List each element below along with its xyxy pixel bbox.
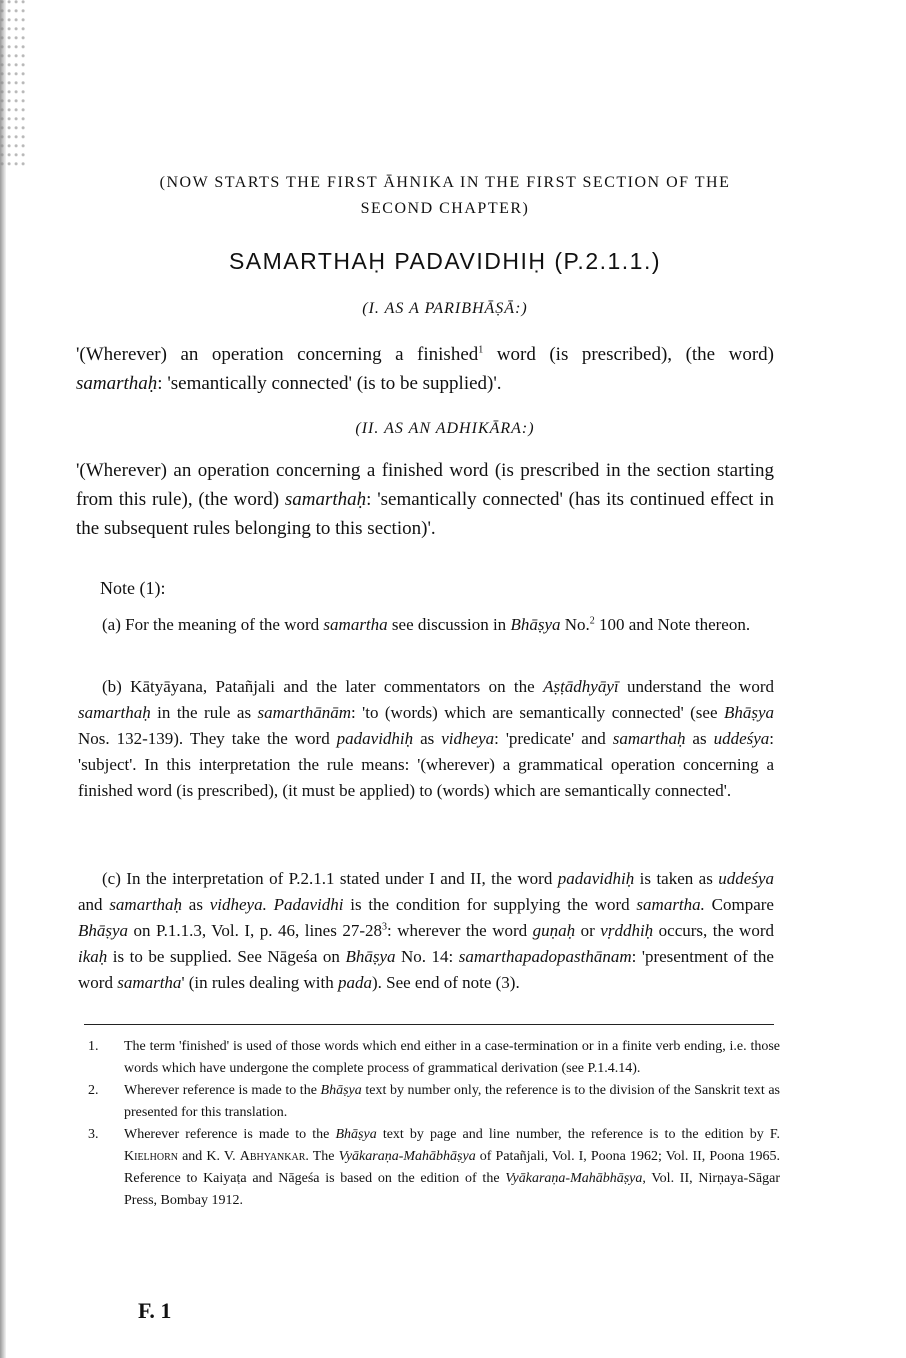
section-heading-line1: (NOW STARTS THE FIRST ĀHNIKA IN THE FIRST SECTION OF THE [159,174,731,191]
footnote-2 [88,1080,780,1124]
sutra-title: SAMARTHAḤ PADAVIDHIḤ (P.2.1.1.) [228,248,662,274]
footnote-text: Wherever reference is made to the Bhāṣya text by page and line number, the reference is to the edition by F. Kielhorn and K. V. Abhyankar. The Vyākaraṇa-Mahābhāṣya of Patañjali, Vol. I, Poona 1962; Vol. II, Poona 1965. Reference to Kaiyaṭa and Nāgeśa is based on the edition of the Vyākaraṇa-Mahābhāṣya, Vol. II, Nirṇaya-Sāgar Press, Bombay 1912. [124,1127,781,1208]
note-item-a: (a) For the meaning of the word samartha see discussion in Bhāṣya No.$^2$ 100 and Note thereon. [102,615,751,634]
note-item-c: (c) In the interpretation of P.2.1.1 stated under I and II, the word padavidhiḥ is taken as uddeśya and samarthaḥ as vidheya. Padavidhi is the condition for supplying the word samartha. Compare Bhāṣya on P.1.1.3, Vol. I, p. 46, lines $27-28^3$: wherever the word guṇaḥ or vṛddhiḥ occurs, the word ikaḥ is to be supplied. See Nāgeśa on Bhāṣya No. 14: samarthapadopasthānam: 'presentment of the word samartha' (in rules dealing with pada). See end of note (3). [78,869,774,992]
footnote-ref-2: 2 [589,615,595,627]
note-item-b: (b) Kātyāyana, Patañjali and the later commentators on the Aṣṭādhyāyī understand the word samarthaḥ in the rule as samarthānām: 'to (words) which are semantically connected' (see Bhāṣya Nos. 132-139). They take the word padavidhiḥ as vidheya: 'predicate' and samarthaḥ as uddeśya: 'subject'. In this interpretation the rule means: '(wherever) a grammatical operation concerning a finished word (is prescribed), (it must be applied) to (words) which are semantically connected'. [78,677,775,800]
paragraph-adhikara: '(Wherever) an operation concerning a finished word (is prescribed in the section starting from this rule), (the word) samarthaḥ: 'semantically connected' (has its continued effect in the subsequent rules belonging to this section)'. [76,460,774,539]
paragraph-paribhasa: '(Wherever) an operation concerning a finished$^1$ word (is prescribed), (the word) samarthaḥ: 'semantically connected' (is to be supplied)'. [76,344,774,394]
section-heading [60,170,830,222]
footnote-1 [88,1036,780,1080]
section-heading-line2: SECOND CHAPTER) [360,200,530,217]
scan-speckle [0,0,26,170]
footnote-ref-3: 3 [382,921,387,933]
scan-edge [0,0,6,1358]
footnote-text: Wherever reference is made to the Bhāṣya text by number only, the reference is to the division of the Sanskrit text as presented for this translation. [124,1083,780,1120]
footnote-separator [84,1024,774,1025]
footnote-text: The term 'finished' is used of those words which end either in a case-termination or in a finite verb ending, i.e. those words which have undergone the complete process of grammatical derivation (see P.1.4.14). [124,1039,780,1076]
folio-signature: F. 1 [138,1298,172,1323]
footnote-3 [88,1124,780,1212]
footnote-number: 3. [88,1127,99,1142]
footnote-number: 2. [88,1083,99,1098]
footnote-ref-1: 1 [478,344,484,356]
footnotes [88,1036,780,1212]
note-label: Note (1): [100,578,166,598]
subheading-paribhasa: (I. AS A PARIBHĀṢĀ:) [362,300,528,317]
footnote-number: 1. [88,1039,99,1054]
subheading-adhikara: (II. AS AN ADHIKĀRA:) [355,420,535,437]
